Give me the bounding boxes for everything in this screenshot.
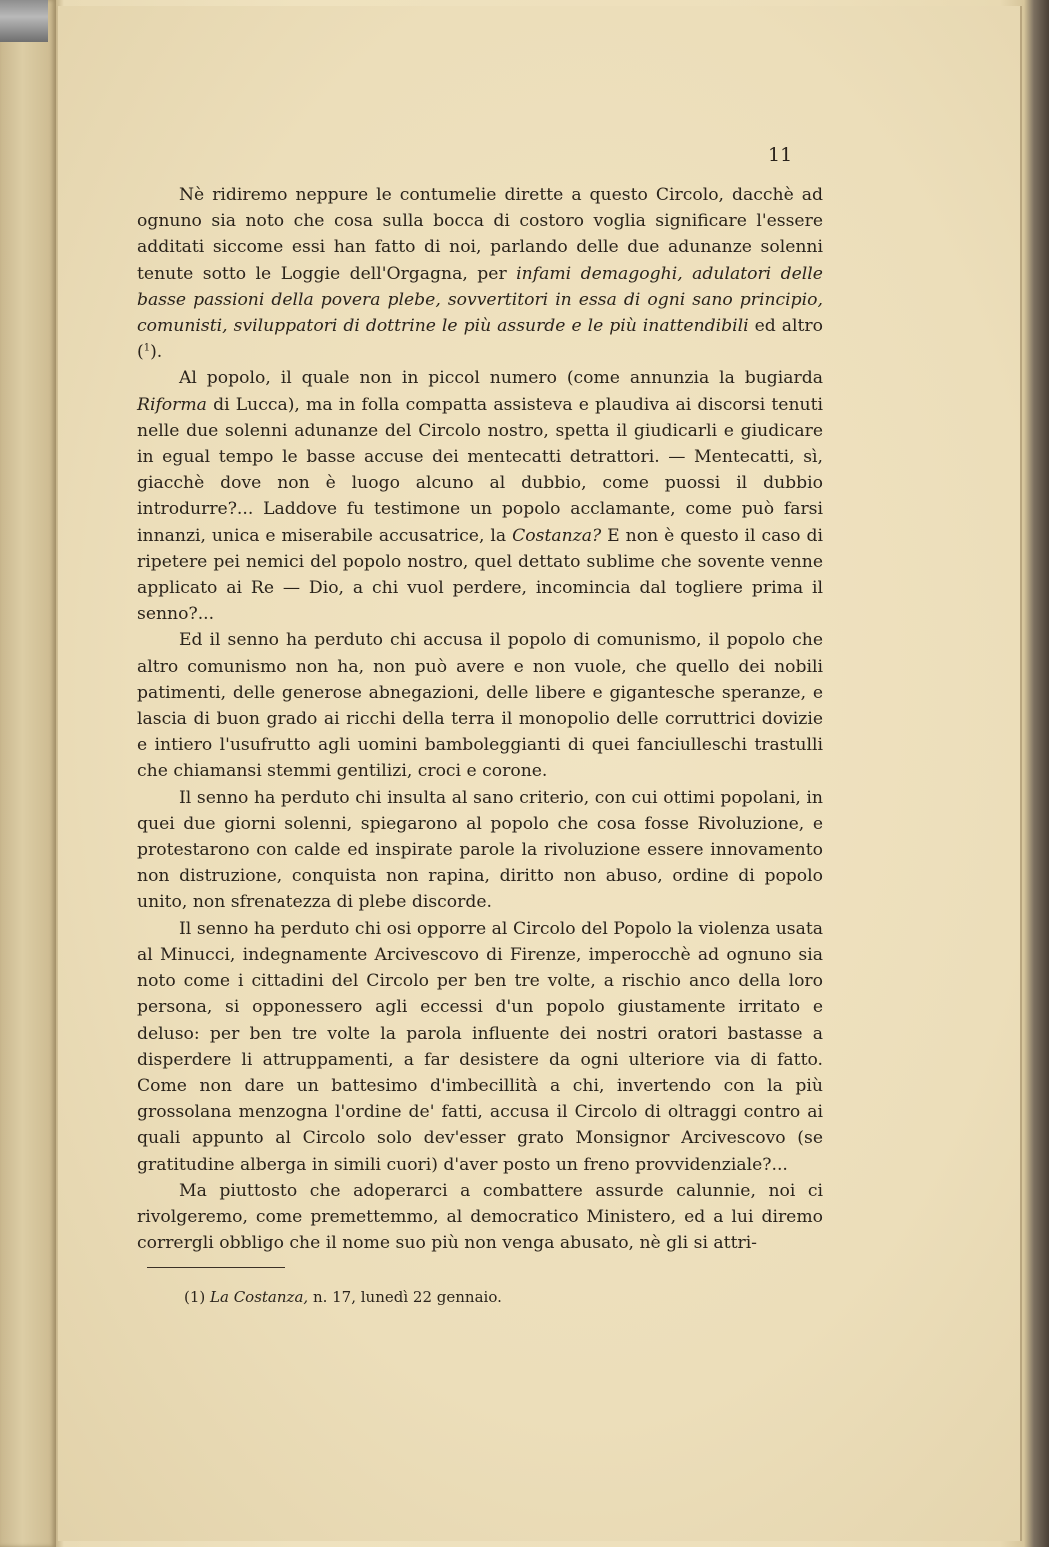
binding-strip	[0, 0, 48, 42]
page-number: 11	[768, 144, 793, 166]
paragraph	[137, 627, 823, 784]
footnote-ref[interactable]: 1	[143, 342, 151, 354]
footnote-rule	[147, 1267, 285, 1268]
footnote-text: n. 17, lunedì 22 gennaio.	[312, 1288, 502, 1306]
paragraph	[137, 182, 823, 365]
body-text	[137, 182, 823, 1256]
text-run: Il senno ha perduto chi insulta al sano criterio, con cui ottimi popolani, in quei due giorni solenni, spiegarono al popolo che cosa fosse Rivoluzione, e protestarono con calde ed inspirate parole la rivoluzione essere innovamento non distruzione, conquista non rapina, diritto non abuso, ordine di popolo unito, non sfrenatezza di plebe discorde.	[137, 787, 823, 913]
text-run: di Lucca), ma in folla compatta assisteva e plaudiva ai discorsi tenuti nelle due solenni adunanze del Circolo nostro, spetta il giudicarli e giudicare in egual tempo le basse accuse dei mentecatti detrattori. — Mentecatti, sì, giacchè dove non è luogo alcuno al dubbio, come puossi il dubbio introdurre?... Laddove fu testimone un popolo acclamante, come può farsi innanzi, unica e miserabile accusatrice, la	[137, 394, 823, 546]
footnote	[184, 1288, 502, 1306]
italic-text: Costanza?	[512, 525, 602, 546]
text-run: Al popolo, il quale non in piccol numero (come annunzia la bugiarda	[179, 368, 823, 389]
italic-text: Riforma	[137, 394, 207, 415]
adjacent-page-edge	[0, 0, 56, 1547]
text-run: E non è questo il caso di ripetere pei nemici del popolo nostro, quel dettato sublime che sovente venne applicato ai Re — Dio, a chi vuol perdere, incomincia dal togliere prima il senno?...	[137, 525, 823, 625]
italic-text: infami demagoghi, adulatori delle basse passioni della povera plebe, sovvertitori in essa di ogni sano principio, comunisti, sviluppatori di dottrine le più assurde e le più inattendibili	[137, 263, 823, 337]
paragraph	[137, 916, 823, 1178]
text-run: Ed il senno ha perduto chi accusa il popolo di comunismo, il popolo che altro comunismo non ha, non può avere e non vuole, che quello dei nobili patimenti, delle generose abnegazioni, delle libere e gigantesche speranze, e lascia di buon grado ai ricchi della terra il monopolio delle corruttrici dovizie e intiero l'usufrutto agli uomini bamboleggianti di quei fanciulleschi trastulli che chiamansi stemmi gentilizi, croci e corone.	[137, 630, 823, 782]
paragraph	[137, 1178, 823, 1257]
paragraph	[137, 785, 823, 916]
footnote-marker: (1)	[184, 1288, 206, 1306]
text-run: Il senno ha perduto chi osi opporre al Circolo del Popolo la violenza usata al Minucci, indegnamente Arcivescovo di Firenze, imperocchè ad ognuno sia noto come i cittadini del Circolo per ben tre volte, a rischio anco della loro persona, si opponessero agli eccessi d'un popolo giustamente irritato e deluso: per ben tre volte la parola influente dei nostri oratori bastasse a disperdere li attruppamenti, a far desistere da ogni ulteriore via di fatto. Come non dare un battesimo d'imbecillità a chi, invertendo con la più grossolana menzogna l'ordine de' fatti, accusa il Circolo di oltraggi contro ai quali appunto al Circolo solo dev'esser grato Monsignor Arcivescovo (se gratitudine alberga in simili cuori) d'aver posto un freno provvidenziale?...	[137, 918, 823, 1175]
text-run: Nè ridiremo neppure le contumelie dirette a questo Circolo, dacchè ad ognuno sia noto che cosa sulla bocca di costoro voglia significare l'essere additati siccome essi han fatto di noi, parlando delle due adunanze solenni tenute sotto le Loggie dell'Orgagna, per	[137, 185, 823, 284]
text-run: ).	[150, 342, 163, 363]
footnote-title: La Costanza,	[210, 1288, 309, 1306]
paragraph	[137, 365, 823, 627]
text-run: ed altro (	[137, 316, 823, 363]
text-run: Ma piuttosto che adoperarci a combattere assurde calunnie, noi ci rivolgeremo, come premettemmo, al democratico Ministero, ed a lui diremo corrergli obbligo che il nome suo più non venga abusato, nè gli si attri-	[137, 1180, 823, 1254]
